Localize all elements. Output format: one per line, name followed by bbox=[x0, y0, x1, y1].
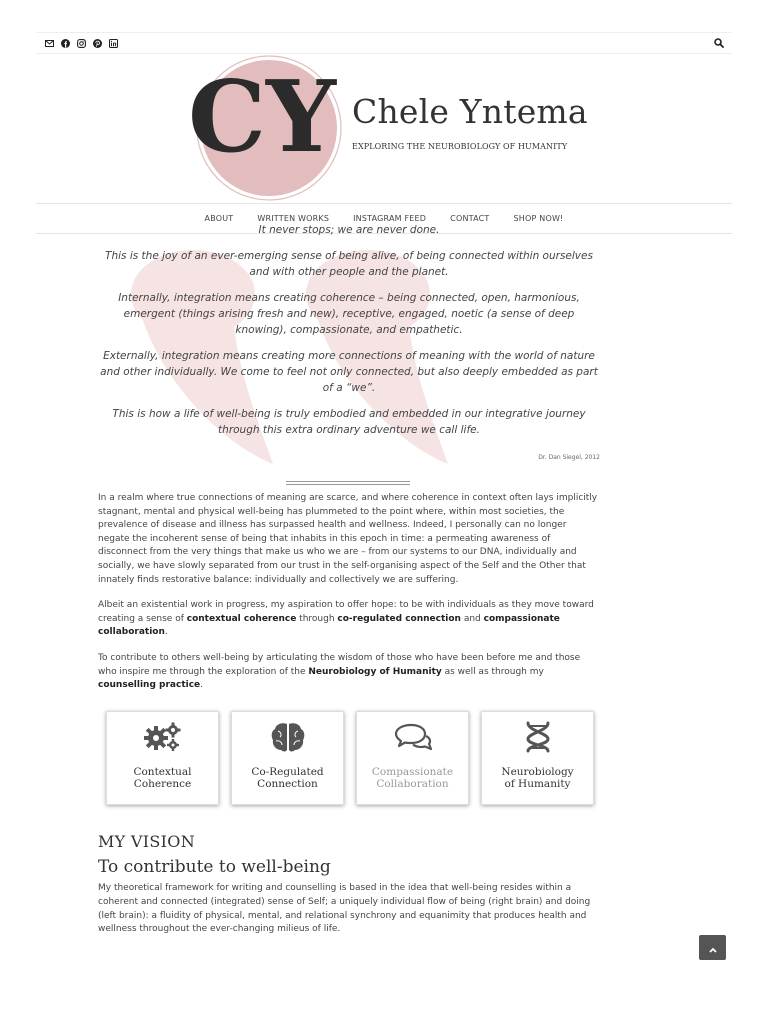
card-neurobiology-of-humanity[interactable] bbox=[481, 711, 594, 805]
text-span: Albeit an existential work in progress, my aspiration to offer hope: to be with individuals as they move toward creating a sense of bbox=[98, 600, 594, 624]
quote-text bbox=[98, 222, 600, 448]
gears-icon bbox=[143, 720, 183, 754]
back-to-top-button[interactable] bbox=[699, 935, 726, 960]
quote-line: Internally, integration means creating coherence – being connected, open, harmonious, emergent (things arising fresh and new), receptive, engaged, noetic (a sense of deep knowing), compassionate, and empathetic. bbox=[118, 292, 580, 336]
pinterest-icon[interactable] bbox=[92, 38, 102, 48]
quote-line: It never stops; we are never done. bbox=[258, 224, 440, 236]
nav-item-instagram-feed[interactable]: INSTAGRAM FEED bbox=[353, 214, 427, 223]
bold-term: compassionate collaboration bbox=[98, 613, 560, 638]
nav-item-about[interactable]: ABOUT bbox=[204, 214, 234, 223]
instagram-icon[interactable] bbox=[76, 38, 86, 48]
logo-letters: CY bbox=[192, 60, 336, 175]
text-span: through bbox=[296, 613, 338, 624]
bold-term: Neurobiology of Humanity bbox=[308, 666, 442, 677]
card-label: Contextual Coherence bbox=[133, 766, 192, 790]
card-label: Co-Regulated Connection bbox=[251, 766, 324, 790]
divider bbox=[286, 481, 410, 485]
nav-item-shop-now[interactable]: SHOP NOW! bbox=[513, 214, 564, 223]
speech-bubbles-icon bbox=[393, 720, 433, 754]
quote-line: This is how a life of well-being is truly embodied and embedded in our integrative journey through this extra ordinary adventure we call life. bbox=[112, 408, 586, 436]
text-span: and bbox=[460, 613, 484, 624]
card-co-regulated-connection[interactable] bbox=[231, 711, 344, 805]
chevron-up-icon bbox=[709, 938, 717, 957]
quote-block bbox=[98, 222, 600, 466]
quote-attribution: Dr. Dan Siegel, 2012 bbox=[538, 454, 600, 461]
social-links bbox=[44, 38, 118, 48]
bold-term: counselling practice bbox=[98, 680, 201, 691]
feature-cards bbox=[106, 711, 594, 805]
linkedin-icon[interactable] bbox=[108, 38, 118, 48]
site-tagline: EXPLORING THE NEUROBIOLOGY OF HUMANITY bbox=[352, 142, 568, 151]
logo[interactable] bbox=[192, 55, 348, 201]
dna-icon bbox=[518, 720, 558, 754]
vision-subheading: To contribute to well-being bbox=[98, 857, 331, 877]
card-contextual-coherence[interactable] bbox=[106, 711, 219, 805]
text-span: . bbox=[164, 627, 168, 638]
envelope-icon[interactable] bbox=[44, 38, 54, 48]
nav-item-written-works[interactable]: WRITTEN WORKS bbox=[257, 214, 330, 223]
site-header bbox=[36, 54, 732, 204]
bold-term: co-regulated connection bbox=[337, 613, 461, 624]
vision-text: My theoretical framework for writing and counselling is based in the idea that well-being resides within a coherent and connected (integrated) sense of Self; a uniquely individual flow of being (right brain) and doing (left brain): a fluidity of physical, mental, and relational synchrony and equanimity that produces health and wellness throughout the ever-changing milieus of life. bbox=[98, 883, 591, 935]
card-label: Neurobiology of Humanity bbox=[501, 766, 574, 790]
search-icon[interactable] bbox=[714, 38, 724, 48]
intro-text bbox=[98, 492, 600, 705]
brain-icon bbox=[268, 720, 308, 754]
bold-term: contextual coherence bbox=[186, 613, 297, 624]
text-span: . bbox=[200, 680, 204, 691]
page-container bbox=[36, 32, 732, 234]
quote-line: This is the joy of an ever-emerging sense of being alive, of being connected within ourselves and with other people and the planet. bbox=[105, 250, 593, 278]
card-compassionate-collaboration[interactable] bbox=[356, 711, 469, 805]
quote-line: Externally, integration means creating more connections of meaning with the world of nature and other individually. We come to feel not only connected, but also deeply embedded as part of a “we”. bbox=[100, 350, 598, 394]
card-label: Compassionate Collaboration bbox=[371, 766, 454, 790]
text-span: as well as through my bbox=[441, 666, 544, 677]
intro-paragraph: In a realm where true connections of meaning are scarce, and where coherence in context often lays implicitly stagnant, mental and physical well-being has plummeted to the point where, within most societies, the prevalence of disease and illness has surpassed health and wellness. Indeed, I personally can no longer negate the incoherent sense of being that inhabits in this epoch in time: a permeating awareness of disconnect from the very things that make us who we are – from our systems to our DNA, individually and socially, we have slowly separated from our trust in the self-organising aspect of the Self and the Other that innately finds restorative balance: individually and collectively we are suffering. bbox=[98, 493, 598, 585]
intro-paragraph bbox=[98, 652, 600, 693]
text-span: To contribute to others well-being by articulating the wisdom of those who have been before me and those who inspire me through the exploration of the bbox=[98, 652, 581, 677]
intro-paragraph bbox=[98, 599, 600, 640]
vision-heading: MY VISION bbox=[98, 832, 196, 851]
vision-section bbox=[98, 832, 600, 937]
nav-item-contact[interactable]: CONTACT bbox=[450, 214, 490, 223]
facebook-icon[interactable] bbox=[60, 38, 70, 48]
top-bar bbox=[36, 32, 732, 54]
site-title[interactable]: Chele Yntema bbox=[352, 92, 588, 131]
